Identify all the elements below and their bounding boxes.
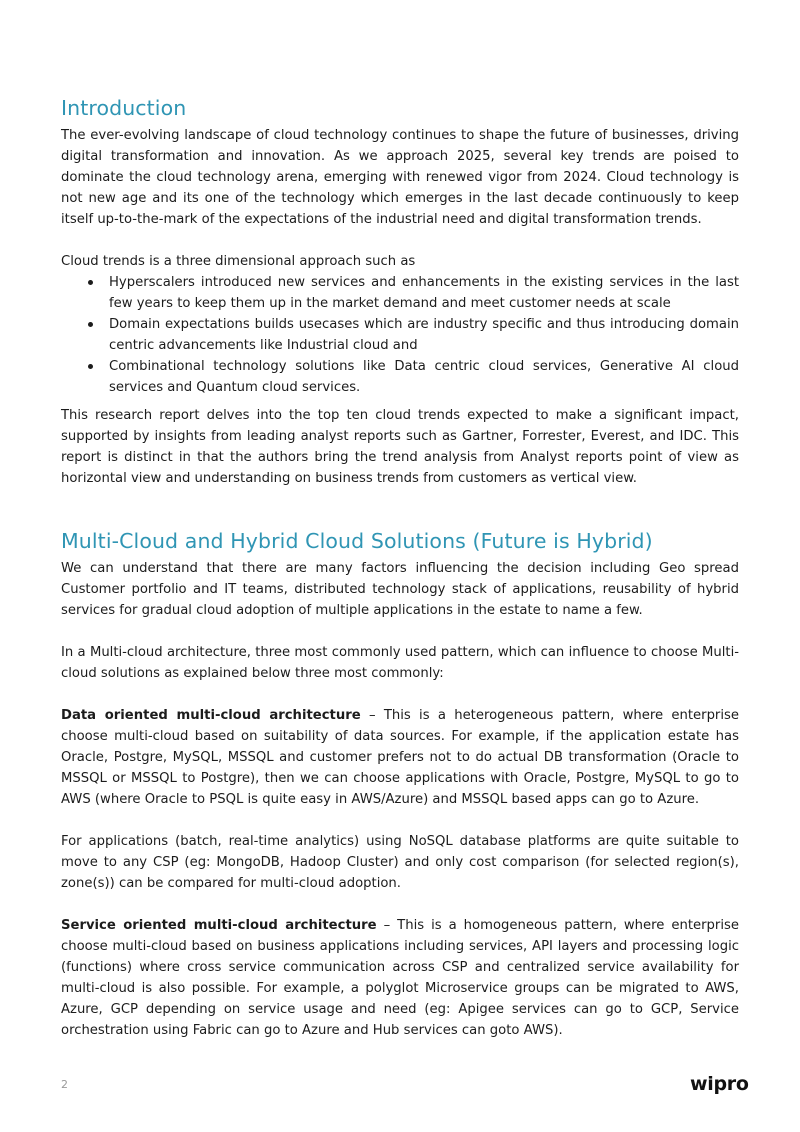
intro-paragraph-2: This research report delves into the top ten cloud trends expected to make a significant impact, supported by insights from leading analyst reports such as Gartner, Forrester, Everest, and IDC. This report is distinct in that the authors bring the trend analysis from Analyst reports point of view as horizontal view and understanding on business trends from customers as vertical view. <box>61 408 739 486</box>
service-oriented-paragraph <box>61 915 739 1041</box>
data-oriented-term: Data oriented multi-cloud architecture <box>61 708 361 723</box>
wipro-logo: wipro <box>690 1073 749 1095</box>
data-oriented-paragraph <box>61 705 739 810</box>
cloud-trends-list <box>61 272 739 398</box>
data-oriented-text: – This is a heterogeneous pattern, where enterprise choose multi-cloud based on suitability of data sources. For example, if the application estate has Oracle, Postgre, MySQL, MSSQL and customer prefers not to do actual DB transformation (Oracle to MSSQL or MSSQL to Postgre), then we can choose applications with Oracle, Postgre, MySQL to go to AWS (where Oracle to PSQL is quite easy in AWS/Azure) and MSSQL based apps can go to Azure. <box>61 708 740 807</box>
multicloud-paragraph-2: In a Multi-cloud architecture, three most commonly used pattern, which can influence to choose Multi-cloud solutions as explained below three most commonly: <box>61 645 739 681</box>
intro-list-lead: Cloud trends is a three dimensional approach such as <box>61 254 416 269</box>
intro-paragraph-1: The ever-evolving landscape of cloud technology continues to shape the future of businesses, driving digital transformation and innovation. As we approach 2025, several key trends are poised to dominate the cloud technology arena, emerging with renewed vigor from 2024. Cloud technology is not new age and its one of the technology which emerges in the last decade continuously to keep itself up-to-the-mark of the expectations of the industrial need and digital transformation trends. <box>61 128 739 227</box>
service-oriented-text: – This is a homogeneous pattern, where enterprise choose multi-cloud based on business applications including services, API layers and processing logic (functions) where cross service communication across CSP and centralized service availability for multi-cloud is also possible. For example, a polyglot Microservice groups can be migrated to AWS, Azure, GCP depending on service usage and need (eg: Apigee services can go to GCP, Service orchestration using Fabric can go to Azure and Hub services can goto AWS). <box>61 918 739 1038</box>
list-item: Domain expectations builds usecases which are industry specific and thus introducing domain centric advancements like Industrial cloud and <box>109 314 739 356</box>
list-item: Combinational technology solutions like Data centric cloud services, Generative AI cloud services and Quantum cloud services. <box>109 356 739 398</box>
list-item: Hyperscalers introduced new services and enhancements in the existing services in the last few years to keep them up in the market demand and meet customer needs at scale <box>109 272 739 314</box>
multicloud-paragraph-1: We can understand that there are many factors influencing the decision including Geo spread Customer portfolio and IT teams, distributed technology stack of applications, reusability of hybrid services for gradual cloud adoption of multiple applications in the estate to name a few. <box>61 561 739 618</box>
page-number: 2 <box>61 1078 68 1091</box>
nosql-paragraph: For applications (batch, real-time analytics) using NoSQL database platforms are quite suitable to move to any CSP (eg: MongoDB, Hadoop Cluster) and only cost comparison (for selected region(s), zone(s)) can be compared for multi-cloud adoption. <box>61 834 739 891</box>
service-oriented-term: Service oriented multi-cloud architecture <box>61 918 377 933</box>
section-heading-multicloud: Multi-Cloud and Hybrid Cloud Solutions (Future is Hybrid) <box>61 529 653 553</box>
section-heading-introduction: Introduction <box>61 96 187 120</box>
document-body <box>61 96 739 1041</box>
